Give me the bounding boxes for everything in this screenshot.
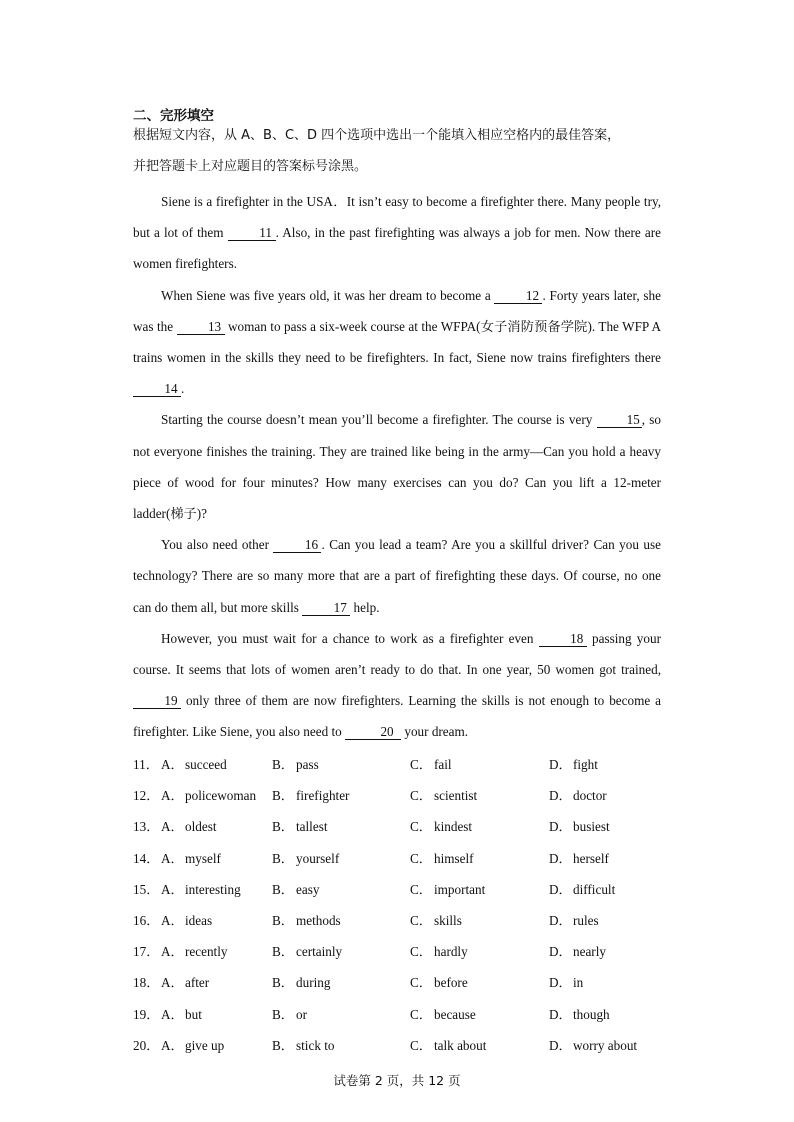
- option-d[interactable]: [549, 843, 609, 874]
- question-number: 15．: [133, 881, 160, 897]
- option-letter: A．: [161, 1006, 184, 1022]
- passage-paragraph-4: [133, 529, 661, 623]
- passage-paragraph-3: [133, 404, 661, 529]
- option-letter: D．: [549, 850, 572, 866]
- passage-text: . Forty years later, she was the: [133, 287, 661, 334]
- option-text: because: [434, 1006, 476, 1022]
- option-text: pass: [296, 757, 319, 772]
- option-a[interactable]: [161, 999, 202, 1030]
- option-b[interactable]: [272, 1030, 334, 1061]
- instruction-line-1: 根据短文内容，从 A、B、C、D 四个选项中选出一个能填入相应空格内的最佳答案，: [133, 128, 621, 143]
- blank-12: 12: [494, 288, 542, 304]
- question-row-11: [133, 749, 673, 780]
- option-letter: D．: [549, 944, 572, 960]
- option-c[interactable]: [410, 967, 468, 998]
- question-number: 12．: [133, 788, 160, 804]
- option-text: talk about: [434, 1037, 487, 1053]
- option-text: give up: [185, 1037, 225, 1053]
- option-text: interesting: [185, 881, 241, 897]
- option-letter: D．: [549, 1006, 572, 1022]
- option-letter: B．: [272, 850, 294, 866]
- option-text: ideas: [185, 912, 213, 928]
- option-text: or: [296, 1006, 307, 1022]
- passage-text: . Can you lead a team? Are you a skillful driver? Can you use technology? There are so many more that are a part of firefighting these days. Of course, no one can do them all, but more skills: [133, 537, 661, 615]
- option-a[interactable]: [161, 905, 212, 936]
- question-number: 16．: [133, 912, 160, 928]
- option-letter: B．: [272, 1037, 294, 1053]
- option-text: before: [434, 975, 468, 991]
- option-text: worry about: [573, 1037, 638, 1053]
- option-a[interactable]: [161, 780, 256, 811]
- passage-paragraph-2: [133, 280, 661, 405]
- option-letter: C．: [410, 850, 432, 866]
- option-c[interactable]: [410, 1030, 486, 1061]
- option-letter: D．: [549, 881, 572, 897]
- question-row-12: [133, 780, 673, 811]
- option-a[interactable]: [161, 1030, 224, 1061]
- option-text: easy: [296, 881, 320, 897]
- question-number: 20．: [133, 1037, 160, 1053]
- option-letter: C．: [410, 944, 432, 960]
- blank-20: 20: [345, 724, 401, 740]
- option-text: certainly: [296, 944, 343, 960]
- passage-paragraph-1: [133, 186, 661, 280]
- option-a[interactable]: [161, 843, 221, 874]
- passage-text: your dream.: [401, 724, 469, 740]
- option-text: important: [434, 881, 486, 897]
- option-text: scientist: [434, 788, 478, 804]
- question-number: 11．: [133, 757, 159, 772]
- option-text: himself: [434, 850, 474, 866]
- option-b[interactable]: [272, 967, 330, 998]
- section-title: 二、完形填空: [133, 108, 214, 124]
- option-letter: D．: [549, 975, 572, 991]
- option-letter: C．: [410, 1037, 432, 1053]
- option-letter: D．: [549, 912, 572, 928]
- option-letter: C．: [410, 788, 432, 804]
- option-letter: A．: [161, 912, 184, 928]
- option-text: but: [185, 1006, 202, 1022]
- passage-paragraph-5: [133, 623, 661, 748]
- option-text: in: [573, 975, 584, 991]
- option-text: oldest: [185, 819, 217, 835]
- option-b[interactable]: [272, 936, 342, 967]
- option-b[interactable]: [272, 905, 341, 936]
- option-letter: B．: [272, 944, 294, 960]
- option-b[interactable]: [272, 811, 328, 842]
- option-d[interactable]: [549, 780, 607, 811]
- option-letter: C．: [410, 1006, 432, 1022]
- option-d[interactable]: [549, 811, 610, 842]
- option-text: fight: [573, 757, 598, 772]
- option-text: difficult: [573, 881, 616, 897]
- option-b[interactable]: [272, 874, 319, 905]
- option-letter: B．: [272, 819, 294, 835]
- question-row-16: [133, 905, 673, 936]
- option-text: kindest: [434, 819, 473, 835]
- option-letter: C．: [410, 757, 432, 772]
- question-number: 14．: [133, 850, 160, 866]
- blank-18: 18: [539, 631, 587, 647]
- question-row-18: [133, 967, 673, 998]
- question-row-15: [133, 874, 673, 905]
- option-letter: A．: [161, 1037, 184, 1053]
- option-letter: C．: [410, 912, 432, 928]
- option-letter: B．: [272, 1006, 294, 1022]
- passage-text: Siene is a firefighter in the USA．It isn’t easy to become a firefighter there. Many people try, but a lot of them: [133, 194, 661, 241]
- option-d[interactable]: [549, 1030, 637, 1061]
- option-letter: A．: [161, 881, 184, 897]
- option-a[interactable]: [161, 749, 227, 780]
- option-c[interactable]: [410, 843, 474, 874]
- question-row-17: [133, 936, 673, 967]
- option-letter: A．: [161, 944, 184, 960]
- option-a[interactable]: [161, 967, 209, 998]
- option-text: yourself: [296, 850, 340, 866]
- option-letter: C．: [410, 881, 432, 897]
- blank-19: 19: [133, 693, 181, 709]
- option-text: though: [573, 1006, 610, 1022]
- option-a[interactable]: [161, 811, 217, 842]
- option-d[interactable]: [549, 749, 598, 780]
- option-c[interactable]: [410, 999, 476, 1030]
- option-text: methods: [296, 912, 341, 928]
- option-a[interactable]: [161, 936, 227, 967]
- passage-text: Starting the course doesn’t mean you’ll become a firefighter. The course is very: [161, 412, 597, 428]
- question-number: 17．: [133, 944, 160, 960]
- option-text: policewoman: [185, 788, 257, 804]
- option-b[interactable]: [272, 749, 319, 780]
- passage-text: .: [181, 381, 185, 397]
- question-number: 13．: [133, 819, 160, 835]
- option-text: rules: [573, 912, 599, 928]
- option-letter: A．: [161, 975, 184, 991]
- option-d[interactable]: [549, 905, 599, 936]
- passage-text: only three of them are now firefighters. Learning the skills is not enough to become a firefighter. Like Siene, you also need to: [133, 693, 661, 740]
- passage-text: passing your course. It seems that lots of women aren’t ready to do that. In one year, 50 women got trained,: [133, 630, 661, 678]
- option-letter: D．: [549, 757, 572, 772]
- passage-text: woman to pass a six-week course at the WFPA(女子消防预备学院). The WFP A trains women in the skills they need to be firefighters. In fact, Siene now trains firefighters there: [133, 318, 661, 366]
- question-row-19: [133, 999, 673, 1030]
- question-number: 19．: [133, 1006, 160, 1022]
- blank-11: 11: [228, 225, 276, 241]
- option-d[interactable]: [549, 874, 615, 905]
- option-letter: B．: [272, 881, 294, 897]
- option-c[interactable]: [410, 874, 485, 905]
- option-c[interactable]: [410, 905, 462, 936]
- option-letter: B．: [272, 788, 294, 804]
- option-letter: A．: [161, 757, 184, 772]
- blank-15: 15: [597, 412, 642, 428]
- passage-text: , so not everyone finishes the training. They are trained like being in the army—Can you hold a heavy piece of wood for four minutes? How many exercises can you do? Can you lift a 12-meter ladder(梯子)?: [133, 412, 661, 522]
- passage-text: However, you must wait for a chance to work as a firefighter even: [161, 630, 539, 646]
- option-c[interactable]: [410, 780, 477, 811]
- option-text: firefighter: [296, 788, 350, 804]
- option-letter: A．: [161, 788, 184, 804]
- blank-13: 13: [177, 319, 225, 335]
- option-text: herself: [573, 850, 609, 866]
- blank-14: 14: [133, 381, 181, 397]
- option-letter: D．: [549, 788, 572, 804]
- option-text: doctor: [573, 788, 607, 804]
- option-text: skills: [434, 912, 462, 928]
- option-letter: B．: [272, 757, 294, 772]
- blank-16: 16: [273, 537, 321, 553]
- option-letter: A．: [161, 850, 184, 866]
- option-text: stick to: [296, 1037, 335, 1053]
- question-row-14: [133, 843, 673, 874]
- option-text: recently: [185, 944, 228, 960]
- option-letter: B．: [272, 912, 294, 928]
- option-b[interactable]: [272, 999, 307, 1030]
- instruction-line-2: 并把答题卡上对应题目的答案标号涂黑。: [133, 159, 368, 174]
- option-text: succeed: [185, 757, 227, 772]
- option-text: busiest: [573, 819, 610, 835]
- option-c[interactable]: [410, 936, 468, 967]
- question-row-13: [133, 811, 673, 842]
- option-letter: B．: [272, 975, 294, 991]
- option-text: during: [296, 975, 331, 991]
- option-letter: C．: [410, 975, 432, 991]
- option-text: tallest: [296, 819, 328, 835]
- passage-text: When Siene was five years old, it was her dream to become a: [161, 287, 495, 303]
- page-footer: 试卷第 2 页，共 12 页: [333, 1073, 461, 1088]
- option-letter: D．: [549, 819, 572, 835]
- option-text: hardly: [434, 944, 468, 960]
- option-c[interactable]: [410, 749, 452, 780]
- option-d[interactable]: [549, 967, 583, 998]
- option-d[interactable]: [549, 936, 606, 967]
- option-letter: A．: [161, 819, 184, 835]
- option-a[interactable]: [161, 874, 241, 905]
- cloze-passage: [133, 186, 661, 748]
- answer-options: [133, 749, 673, 1061]
- option-c[interactable]: [410, 811, 472, 842]
- question-number: 18．: [133, 975, 160, 991]
- option-text: fail: [434, 757, 452, 772]
- blank-17: 17: [302, 600, 350, 616]
- option-text: nearly: [573, 944, 606, 960]
- passage-text: . Also, in the past firefighting was always a job for men. Now there are women firefighters.: [133, 225, 661, 272]
- option-letter: C．: [410, 819, 432, 835]
- question-row-20: [133, 1030, 673, 1061]
- option-text: after: [185, 975, 210, 991]
- option-d[interactable]: [549, 999, 610, 1030]
- passage-text: help.: [350, 599, 380, 615]
- option-letter: D．: [549, 1037, 572, 1053]
- passage-text: You also need other: [161, 537, 274, 553]
- option-b[interactable]: [272, 843, 339, 874]
- option-text: myself: [185, 850, 221, 866]
- option-b[interactable]: [272, 780, 349, 811]
